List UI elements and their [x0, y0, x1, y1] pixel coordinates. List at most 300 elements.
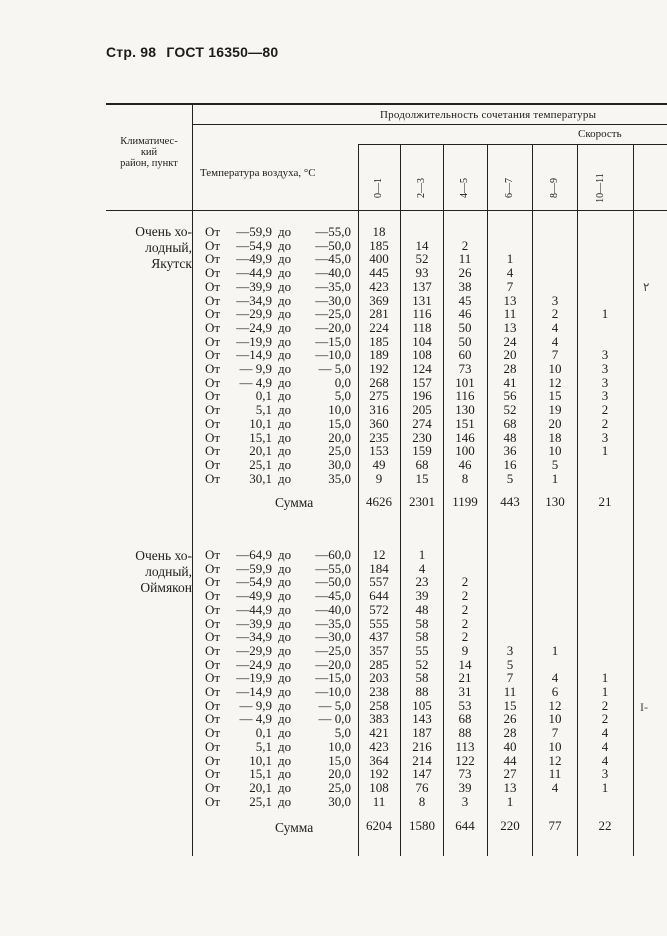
col-speed-header: Скорость — [578, 128, 622, 140]
range-to-word: до — [278, 251, 292, 267]
table-cell: 2 — [601, 711, 609, 727]
range-to-word: до — [278, 684, 292, 699]
table-row — [205, 726, 351, 739]
range-from-word: От — [205, 306, 221, 322]
table-cell: 7 — [506, 278, 514, 294]
range-to-word: до — [278, 601, 292, 617]
range-low: —64,9 — [236, 547, 272, 562]
range-high: —30,0 — [315, 292, 351, 308]
table-cell: 9 — [461, 642, 469, 658]
speed-col-2-3: 2—3 — [416, 178, 427, 198]
table-cell: 55 — [415, 642, 429, 658]
table-cell: 76 — [415, 779, 429, 795]
range-to-word: до — [278, 588, 292, 604]
table-cell: 7 — [551, 725, 559, 741]
range-to-word: до — [278, 547, 292, 562]
table-cell: 2 — [551, 306, 559, 322]
table-cell: 192 — [369, 766, 389, 782]
range-to-word: до — [278, 470, 292, 486]
range-low: 5,1 — [255, 738, 272, 754]
range-high: —25,0 — [315, 306, 351, 322]
table-cell: 28 — [503, 361, 517, 376]
table-row — [205, 458, 351, 471]
range-from-word: От — [205, 560, 221, 576]
range-high: 5,0 — [334, 725, 351, 741]
table-cell: 3 — [601, 388, 609, 404]
table-cell: 10 — [548, 711, 562, 727]
sum-cell: 1199 — [452, 494, 478, 509]
table-cell: 4 — [551, 779, 559, 795]
range-from-word: От — [205, 766, 221, 782]
region-line: лодный, — [145, 564, 192, 579]
range-low: 30,1 — [249, 470, 272, 486]
table-row — [205, 562, 351, 575]
table-cell: 1 — [551, 642, 559, 658]
table-cell: 41 — [503, 374, 517, 390]
range-low: —49,9 — [236, 251, 272, 267]
range-high: —30,0 — [315, 629, 351, 645]
table-cell: 11 — [503, 684, 517, 699]
table-row — [205, 362, 351, 375]
range-from-word: От — [205, 547, 221, 562]
range-from-word: От — [205, 361, 221, 376]
table-cell: 39 — [458, 779, 472, 795]
table-row — [205, 658, 351, 671]
sum-cell: 4626 — [366, 494, 392, 509]
range-from-word: От — [205, 656, 221, 672]
range-low: —59,9 — [236, 560, 272, 576]
range-low: —19,9 — [236, 670, 272, 686]
table-cell: 15 — [548, 388, 562, 404]
range-from-word: От — [205, 738, 221, 754]
table-cell: 1 — [506, 251, 514, 267]
sum-cell: 1580 — [409, 818, 435, 833]
range-high: — 5,0 — [318, 361, 351, 376]
table-row — [205, 740, 351, 753]
range-from-word: От — [205, 779, 221, 795]
col-duration-header: Продолжительность сочетания температуры — [380, 109, 597, 121]
range-low: 5,1 — [255, 402, 272, 418]
table-cell: 147 — [412, 766, 432, 782]
table-cell: 68 — [503, 415, 517, 431]
range-high: — 5,0 — [318, 697, 351, 713]
speed-col-6-7: 6—7 — [504, 178, 515, 198]
table-row — [205, 444, 351, 457]
table-row — [205, 417, 351, 430]
table-cell: 383 — [369, 711, 389, 727]
table-cell: 50 — [458, 333, 472, 349]
range-from-word: От — [205, 292, 221, 308]
table-cell: 58 — [415, 629, 429, 645]
table-cell: 230 — [412, 429, 432, 445]
table-cell: 2 — [461, 601, 469, 617]
table-row — [205, 603, 351, 616]
range-high: 35,0 — [328, 470, 351, 486]
table-cell: 11 — [503, 306, 517, 322]
table-cell: 26 — [503, 711, 517, 727]
col-divider-region — [192, 104, 193, 856]
range-from-word: От — [205, 456, 221, 472]
table-cell: 68 — [415, 456, 429, 472]
table-cell: 131 — [412, 292, 432, 308]
range-low: 15,1 — [249, 766, 272, 782]
range-to-word: до — [278, 429, 292, 445]
range-to-word: до — [278, 642, 292, 658]
table-cell: 3 — [601, 766, 609, 782]
table-cell: 189 — [369, 347, 389, 363]
table-cell: 21 — [458, 670, 472, 686]
table-row — [205, 335, 351, 348]
range-from-word: От — [205, 443, 221, 459]
table-cell: 281 — [369, 306, 389, 322]
table-cell: 1 — [601, 779, 609, 795]
table-cell: 52 — [415, 656, 429, 672]
range-from-word: От — [205, 333, 221, 349]
range-to-word: до — [278, 278, 292, 294]
table-cell: 8 — [418, 793, 426, 809]
col-divider-2 — [443, 144, 444, 856]
table-cell: 73 — [458, 766, 472, 782]
table-row — [205, 266, 351, 279]
range-to-word: до — [278, 629, 292, 645]
range-from-word: От — [205, 670, 221, 686]
table-cell: 4 — [506, 265, 514, 281]
table-cell: 40 — [503, 738, 517, 754]
table-cell: 369 — [369, 292, 389, 308]
range-from-word: От — [205, 629, 221, 645]
range-from-word: От — [205, 415, 221, 431]
header-subline-2 — [358, 144, 667, 145]
table-cell: 5 — [551, 456, 559, 472]
range-high: —35,0 — [315, 278, 351, 294]
standard-id: ГОСТ 16350—80 — [166, 44, 279, 60]
table-cell: 4 — [551, 319, 559, 335]
table-cell: 185 — [369, 237, 389, 253]
sum-cell: 220 — [500, 818, 520, 833]
range-low: —59,9 — [236, 224, 272, 239]
range-from-word: От — [205, 470, 221, 486]
table-cell: 19 — [548, 402, 562, 418]
range-to-word: до — [278, 456, 292, 472]
range-low: —34,9 — [236, 292, 272, 308]
table-cell: 4 — [418, 560, 426, 576]
sum-cell: 644 — [455, 818, 475, 833]
table-cell: 18 — [372, 224, 386, 239]
range-high: —50,0 — [315, 574, 351, 590]
table-cell: 258 — [369, 697, 389, 713]
table-row — [205, 781, 351, 794]
table-cell: 159 — [412, 443, 432, 459]
range-low: —19,9 — [236, 333, 272, 349]
table-cell: 4 — [551, 333, 559, 349]
table-row — [205, 617, 351, 630]
table-cell: 3 — [601, 347, 609, 363]
table-cell: 555 — [369, 615, 389, 631]
header-subline-1 — [192, 124, 667, 125]
table-cell: 214 — [412, 752, 432, 768]
table-cell: 2 — [461, 588, 469, 604]
range-to-word: до — [278, 779, 292, 795]
range-low: —24,9 — [236, 656, 272, 672]
range-from-word: От — [205, 615, 221, 631]
range-low: — 9,9 — [239, 361, 272, 376]
range-high: —40,0 — [315, 601, 351, 617]
table-cell: 23 — [415, 574, 429, 590]
table-row — [205, 431, 351, 444]
table-cell: 68 — [458, 711, 472, 727]
table-cell: 5 — [506, 470, 514, 486]
table-cell: 6 — [551, 684, 559, 699]
table-row — [205, 321, 351, 334]
range-high: —40,0 — [315, 265, 351, 281]
table-cell: 4 — [601, 752, 609, 768]
table-cell: 73 — [458, 361, 472, 376]
table-row — [205, 754, 351, 767]
table-cell: 400 — [369, 251, 389, 267]
range-to-word: до — [278, 265, 292, 281]
range-low: —54,9 — [236, 237, 272, 253]
range-low: —14,9 — [236, 684, 272, 699]
range-low: — 4,9 — [239, 711, 272, 727]
range-low: 15,1 — [249, 429, 272, 445]
table-top-border — [106, 103, 667, 105]
table-cell: 11 — [548, 766, 562, 782]
table-cell: 130 — [455, 402, 475, 418]
table-cell: 274 — [412, 415, 432, 431]
table-cell: 423 — [369, 738, 389, 754]
range-low: —39,9 — [236, 278, 272, 294]
table-cell: 9 — [375, 470, 383, 486]
table-cell: 4 — [551, 670, 559, 686]
table-cell: 2 — [601, 402, 609, 418]
table-cell: 101 — [455, 374, 475, 390]
region-line: Оймякон — [140, 580, 192, 595]
table-cell: 44 — [503, 752, 517, 768]
region-oymyakon — [106, 548, 192, 596]
table-cell: 20 — [548, 415, 562, 431]
table-cell: 14 — [458, 656, 472, 672]
sum-cell: 2301 — [409, 494, 435, 509]
sum-cell: 6204 — [366, 818, 392, 833]
range-low: —49,9 — [236, 588, 272, 604]
table-cell: 10 — [548, 443, 562, 459]
table-cell: 2 — [461, 615, 469, 631]
table-cell: 15 — [503, 697, 517, 713]
region-line: Якутск — [151, 256, 192, 271]
table-cell: 24 — [503, 333, 517, 349]
range-low: 10,1 — [249, 415, 272, 431]
range-to-word: до — [278, 670, 292, 686]
range-high: 15,0 — [328, 415, 351, 431]
range-to-word: до — [278, 725, 292, 741]
table-row — [205, 376, 351, 389]
range-from-word: От — [205, 265, 221, 281]
range-high: —60,0 — [315, 547, 351, 562]
table-row — [205, 307, 351, 320]
table-cell: 122 — [455, 752, 475, 768]
table-cell: 1 — [601, 670, 609, 686]
table-cell: 3 — [601, 361, 609, 376]
table-cell: 151 — [455, 415, 475, 431]
range-from-word: От — [205, 711, 221, 727]
range-from-word: От — [205, 793, 221, 809]
table-cell: 18 — [548, 429, 562, 445]
range-high: 30,0 — [328, 793, 351, 809]
range-high: 25,0 — [328, 779, 351, 795]
header-bottom-border — [106, 210, 667, 211]
range-to-word: до — [278, 374, 292, 390]
table-cell: 238 — [369, 684, 389, 699]
table-cell: 7 — [551, 347, 559, 363]
table-cell: 46 — [458, 456, 472, 472]
table-cell: 143 — [412, 711, 432, 727]
table-cell: 3 — [601, 429, 609, 445]
table-row — [205, 644, 351, 657]
region-line: Очень хо- — [135, 548, 192, 563]
table-cell: 187 — [412, 725, 432, 741]
table-cell: 2 — [461, 629, 469, 645]
range-low: 25,1 — [249, 793, 272, 809]
table-cell: 12 — [548, 752, 562, 768]
table-cell: 14 — [415, 237, 429, 253]
table-cell: 20 — [503, 347, 517, 363]
range-low: —44,9 — [236, 601, 272, 617]
table-cell: 268 — [369, 374, 389, 390]
range-to-word: до — [278, 292, 292, 308]
table-cell: 28 — [503, 725, 517, 741]
range-from-word: От — [205, 278, 221, 294]
table-row — [205, 767, 351, 780]
table-cell: 445 — [369, 265, 389, 281]
table-cell: 105 — [412, 697, 432, 713]
table-cell: 421 — [369, 725, 389, 741]
table-cell: 31 — [458, 684, 472, 699]
range-from-word: От — [205, 684, 221, 699]
table-row — [205, 389, 351, 402]
table-cell: 157 — [412, 374, 432, 390]
table-cell: 88 — [458, 725, 472, 741]
sum-cell: 22 — [598, 818, 612, 833]
range-high: 20,0 — [328, 429, 351, 445]
table-cell: 58 — [415, 615, 429, 631]
table-cell: 357 — [369, 642, 389, 658]
table-cell: 3 — [506, 642, 514, 658]
range-from-word: От — [205, 402, 221, 418]
table-cell: 58 — [415, 670, 429, 686]
margin-mark: Ι- — [640, 700, 648, 714]
table-row — [205, 403, 351, 416]
table-cell: 50 — [458, 319, 472, 335]
table-cell: 53 — [458, 697, 472, 713]
table-cell: 4 — [601, 738, 609, 754]
table-cell: 10 — [548, 738, 562, 754]
table-row — [205, 589, 351, 602]
region-yakutsk — [106, 224, 192, 272]
table-cell: 52 — [503, 402, 517, 418]
sum-cell: 130 — [545, 494, 565, 509]
range-to-word: до — [278, 793, 292, 809]
range-low: —14,9 — [236, 347, 272, 363]
table-cell: 13 — [503, 779, 517, 795]
table-cell: 360 — [369, 415, 389, 431]
table-cell: 1 — [418, 547, 426, 562]
table-cell: 3 — [601, 374, 609, 390]
table-row — [205, 671, 351, 684]
range-to-word: до — [278, 574, 292, 590]
table-cell: 39 — [415, 588, 429, 604]
table-cell: 49 — [372, 456, 386, 472]
table-cell: 192 — [369, 361, 389, 376]
table-cell: 216 — [412, 738, 432, 754]
range-high: —35,0 — [315, 615, 351, 631]
table-cell: 572 — [369, 601, 389, 617]
table-cell: 15 — [415, 470, 429, 486]
table-cell: 11 — [458, 251, 472, 267]
range-to-word: до — [278, 415, 292, 431]
table-cell: 52 — [415, 251, 429, 267]
table-cell: 88 — [415, 684, 429, 699]
range-high: —55,0 — [315, 560, 351, 576]
table-row — [205, 225, 351, 238]
range-to-word: до — [278, 615, 292, 631]
table-cell: 100 — [455, 443, 475, 459]
range-high: —50,0 — [315, 237, 351, 253]
speed-col-0-1: 0—1 — [373, 178, 384, 198]
table-cell: 1 — [506, 793, 514, 809]
page-header — [106, 44, 284, 60]
range-to-word: до — [278, 224, 292, 239]
table-cell: 8 — [461, 470, 469, 486]
table-row — [205, 472, 351, 485]
table-cell: 364 — [369, 752, 389, 768]
range-to-word: до — [278, 237, 292, 253]
sum-cell: 443 — [500, 494, 520, 509]
table-cell: 56 — [503, 388, 517, 404]
speed-col-8-9: 8—9 — [549, 178, 560, 198]
table-cell: 146 — [455, 429, 475, 445]
range-low: —54,9 — [236, 574, 272, 590]
table-cell: 153 — [369, 443, 389, 459]
table-cell: 48 — [503, 429, 517, 445]
range-to-word: до — [278, 402, 292, 418]
range-from-word: От — [205, 725, 221, 741]
range-high: 10,0 — [328, 738, 351, 754]
range-to-word: до — [278, 766, 292, 782]
range-from-word: От — [205, 224, 221, 239]
table-cell: 13 — [503, 319, 517, 335]
range-from-word: От — [205, 388, 221, 404]
margin-mark: ٢ — [643, 280, 650, 294]
range-high: 10,0 — [328, 402, 351, 418]
table-cell: 1 — [551, 470, 559, 486]
table-cell: 60 — [458, 347, 472, 363]
range-to-word: до — [278, 738, 292, 754]
table-cell: 2 — [601, 415, 609, 431]
range-high: —15,0 — [315, 670, 351, 686]
table-row — [205, 252, 351, 265]
table-cell: 275 — [369, 388, 389, 404]
table-cell: 12 — [372, 547, 386, 562]
table-cell: 48 — [415, 601, 429, 617]
range-to-word: до — [278, 388, 292, 404]
range-to-word: до — [278, 443, 292, 459]
range-low: 0,1 — [255, 725, 272, 741]
table-row — [205, 795, 351, 808]
range-to-word: до — [278, 347, 292, 363]
range-low: 20,1 — [249, 779, 272, 795]
table-cell: 224 — [369, 319, 389, 335]
table-row — [205, 699, 351, 712]
